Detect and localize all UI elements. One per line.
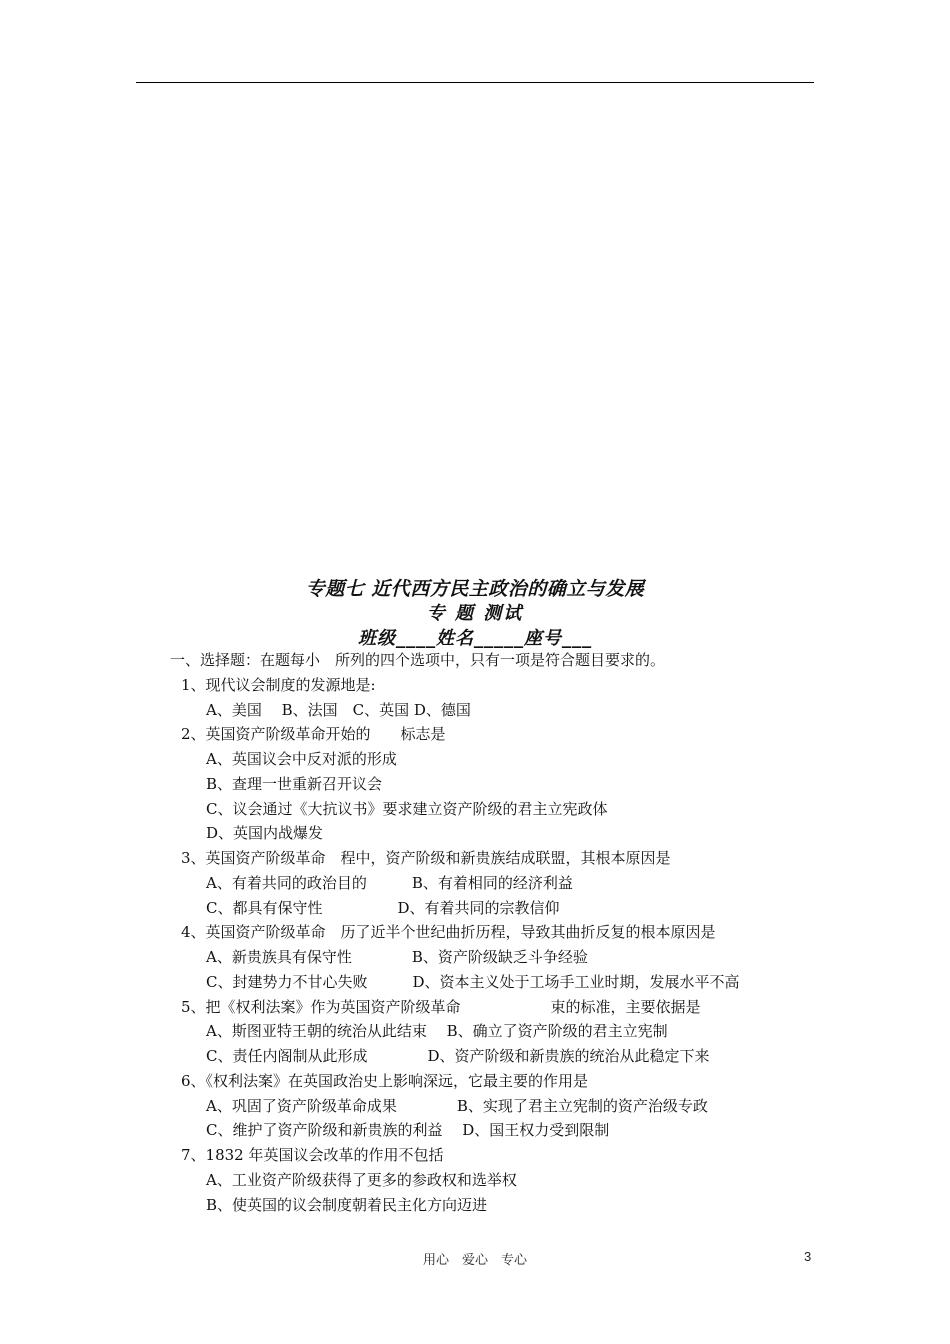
option-line: A、英国议会中反对派的形成 (206, 750, 397, 768)
option-line: B、使英国的议会制度朝着民主化方向迈进 (206, 1196, 488, 1214)
question-5: 5、把《权利法案》作为英国资产阶级革命 束的标准，主要依据是 (181, 998, 701, 1016)
question-7: 7、1832 年英国议会改革的作用不包括 (181, 1146, 444, 1164)
question-4: 4、英国资产阶级革命 历了近半个世纪曲折历程，导致其曲折反复的根本原因是 (181, 923, 716, 941)
question-1: 1、现代议会制度的发源地是: (181, 676, 376, 694)
option-line: A、工业资产阶级获得了更多的参政权和选举权 (206, 1171, 517, 1189)
option-line: B、查理一世重新召开议会 (206, 775, 383, 793)
question-2: 2、英国资产阶级革命开始的 标志是 (181, 725, 446, 743)
header-rule (136, 82, 814, 83)
page-footer: 用心 爱心 专心 (422, 1253, 527, 1268)
option-line: C、责任内阁制从此形成 D、资产阶级和新贵族的统治从此稳定下来 (206, 1047, 710, 1065)
page-number: 3 (804, 1249, 812, 1264)
question-6: 6、《权利法案》在英国政治史上影响深远，它最主要的作用是 (181, 1072, 589, 1090)
option-line: C、都具有保守性 D、有着共同的宗教信仰 (206, 899, 560, 917)
doc-title: 专题七 近代西方民主政治的确立与发展 (305, 578, 645, 600)
option-line: A、新贵族具有保守性 B、资产阶级缺乏斗争经验 (206, 948, 588, 966)
option-line: C、维护了资产阶级和新贵族的利益 D、国王权力受到限制 (206, 1121, 610, 1139)
option-line: C、议会通过《大抗议书》要求建立资产阶级的君主立宪政体 (206, 800, 608, 818)
option-line: A、美国 B、法国 C、英国 D、德国 (206, 701, 471, 719)
option-line: A、斯图亚特王朝的统治从此结束 B、确立了资产阶级的君主立宪制 (206, 1022, 668, 1040)
student-fields: 班级____姓名_____座号___ (358, 628, 592, 649)
option-line: A、有着共同的政治目的 B、有着相同的经济利益 (206, 874, 573, 892)
doc-subtitle: 专 题 测试 (426, 603, 524, 624)
option-line: C、封建势力不甘心失败 D、资本主义处于工场手工业时期，发展水平不高 (206, 973, 740, 991)
option-line: D、英国内战爆发 (206, 824, 324, 842)
section-heading: 一、选择题：在题每小 所列的四个选项中，只有一项是符合题目要求的。 (170, 651, 666, 669)
question-3: 3、英国资产阶级革命 程中，资产阶级和新贵族结成联盟，其根本原因是 (181, 849, 671, 867)
option-line: A、巩固了资产阶级革命成果 B、实现了君主立宪制的资产治级专政 (206, 1097, 708, 1115)
